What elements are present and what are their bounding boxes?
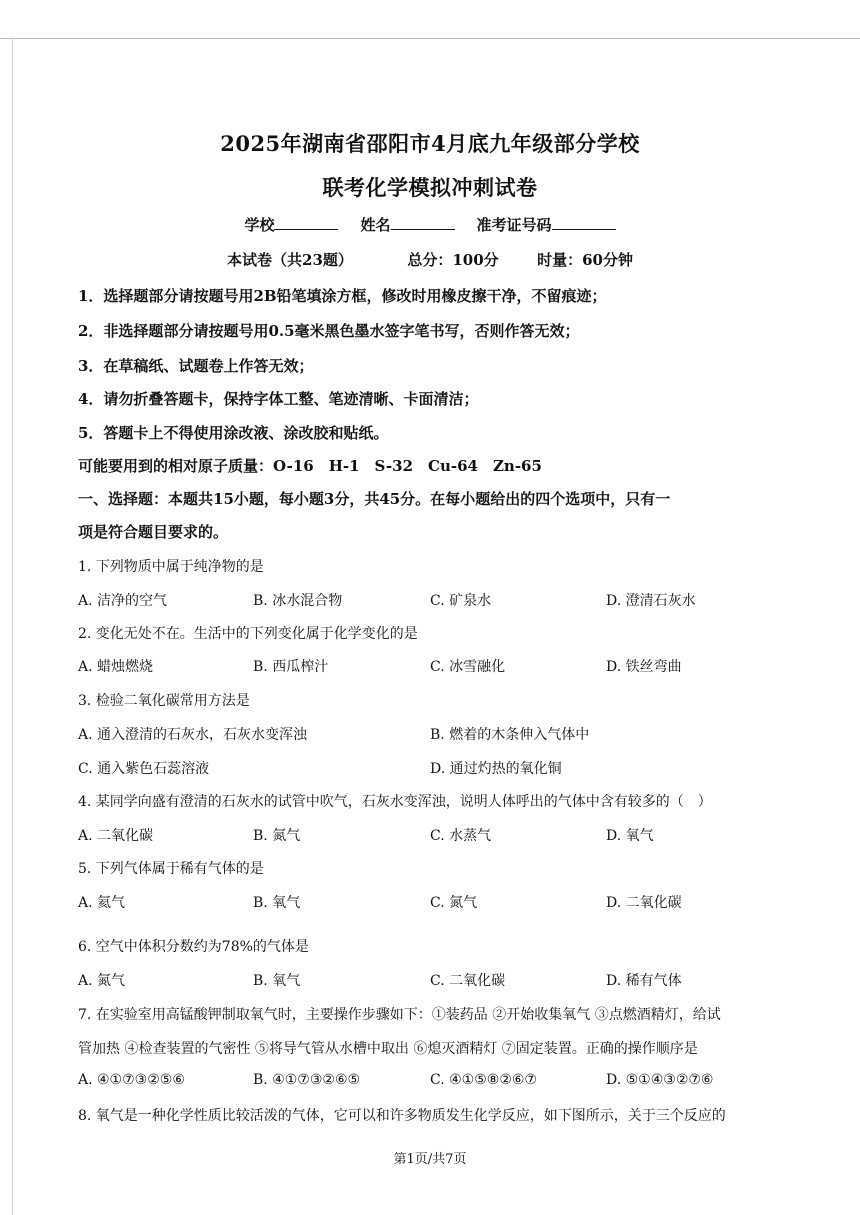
- question-1-option-a: A. 洁净的空气: [78, 593, 168, 609]
- question-3-option-c: C. 通入紫色石蕊溶液: [78, 761, 210, 777]
- exam-id-field-label: 准考证号码: [476, 216, 552, 234]
- school-blank: [274, 215, 338, 230]
- question-4-option-d: D. 氧气: [606, 828, 654, 844]
- question-4-option-a: A. 二氧化碳: [78, 828, 154, 844]
- section-heading-line-2: 项是符合题目要求的。: [78, 523, 229, 541]
- exam-meta: [0, 249, 860, 270]
- section-heading-line-1: 一、选择题：本题共15小题，每小题3分，共45分。在每小题给出的四个选项中，只有一: [78, 490, 671, 508]
- question-6-stem: 6. 空气中体积分数约为78%的气体是: [78, 939, 309, 955]
- question-2-option-c: C. 冰雪融化: [430, 659, 506, 675]
- question-8-stem: 8. 氧气是一种化学性质比较活泼的气体，它可以和许多物质发生化学反应，如下图所示，关于三个反应的: [78, 1108, 726, 1124]
- question-6-option-a: A. 氮气: [78, 973, 126, 989]
- exam-title-line-1: 2025年湖南省邵阳市4月底九年级部分学校: [220, 131, 640, 156]
- instruction-4: 4．请勿折叠答题卡，保持字体工整、笔迹清晰、卡面清洁；: [78, 390, 479, 408]
- question-1-stem: 1. 下列物质中属于纯净物的是: [78, 559, 264, 575]
- question-2-option-a: A. 蜡烛燃烧: [78, 659, 154, 675]
- question-7-stem-line-1: 7. 在实验室用高锰酸钾制取氧气时，主要操作步骤如下：①装药品 ②开始收集氧气 ③点燃酒精灯，给试: [78, 1007, 721, 1023]
- question-2-stem: 2. 变化无处不在。生活中的下列变化属于化学变化的是: [78, 626, 418, 642]
- question-6-option-c: C. 二氧化碳: [430, 973, 506, 989]
- question-3-option-a: A. 通入澄清的石灰水，石灰水变浑浊: [78, 727, 308, 743]
- relative-atomic-masses: 可能要用到的相对原子质量：O-16 H-1 S-32 Cu-64 Zn-65: [78, 457, 542, 475]
- question-4-stem: 4. 某同学向盛有澄清的石灰水的试管中吹气，石灰水变浑浊，说明人体呼出的气体中含有较多的（ ）: [78, 794, 712, 810]
- question-5-stem: 5. 下列气体属于稀有气体的是: [78, 861, 264, 877]
- question-6-option-d: D. 稀有气体: [606, 973, 682, 989]
- question-6-option-b: B. 氧气: [253, 973, 301, 989]
- instruction-1: 1．选择题部分请按题号用2B铅笔填涂方框，修改时用橡皮擦干净，不留痕迹；: [78, 287, 607, 305]
- name-field-label: 姓名: [360, 216, 391, 234]
- time-limit: 时量：60分钟: [537, 251, 633, 269]
- question-3-option-d: D. 通过灼热的氧化铜: [430, 761, 562, 777]
- question-5-option-a: A. 氦气: [78, 895, 126, 911]
- instruction-5: 5．答题卡上不得使用涂改液、涂改胶和贴纸。: [78, 424, 389, 442]
- total-score: 总分：100分: [407, 251, 499, 269]
- page-top-border: [0, 38, 860, 39]
- question-4-option-c: C. 水蒸气: [430, 828, 492, 844]
- question-1-option-c: C. 矿泉水: [430, 593, 492, 609]
- school-field-label: 学校: [244, 216, 275, 234]
- question-7-option-a: A. ④①⑦③②⑤⑥: [78, 1072, 185, 1088]
- question-7-stem-line-2: 管加热 ④检查装置的气密性 ⑤将导气管从水槽中取出 ⑥熄灭酒精灯 ⑦固定装置。正确的操作顺序是: [78, 1041, 698, 1057]
- question-2-option-b: B. 西瓜榨汁: [253, 659, 329, 675]
- question-5-option-c: C. 氮气: [430, 895, 478, 911]
- instruction-2: 2．非选择题部分请按题号用0.5毫米黑色墨水签字笔书写，否则作答无效；: [78, 322, 580, 340]
- student-info-fields: [0, 214, 860, 235]
- question-5-option-d: D. 二氧化碳: [606, 895, 682, 911]
- question-3-option-b: B. 燃着的木条伸入气体中: [430, 727, 590, 743]
- instruction-3: 3．在草稿纸、试题卷上作答无效；: [78, 357, 314, 375]
- question-3-stem: 3. 检验二氧化碳常用方法是: [78, 693, 250, 709]
- question-7-option-b: B. ④①⑦③②⑥⑤: [253, 1072, 361, 1088]
- exam-title-line-2: 联考化学模拟冲刺试卷: [322, 175, 538, 200]
- question-4-option-b: B. 氮气: [253, 828, 301, 844]
- question-count: 本试卷（共23题）: [227, 251, 353, 269]
- exam-id-blank: [552, 215, 616, 230]
- page-number-footer: 第1页/共7页: [393, 1152, 467, 1167]
- question-5-option-b: B. 氧气: [253, 895, 301, 911]
- question-7-option-c: C. ④①⑤⑧②⑥⑦: [430, 1072, 537, 1088]
- question-2-option-d: D. 铁丝弯曲: [606, 659, 682, 675]
- name-blank: [391, 215, 455, 230]
- question-1-option-d: D. 澄清石灰水: [606, 593, 696, 609]
- question-7-option-d: D. ⑤①④③②⑦⑥: [606, 1072, 714, 1088]
- question-1-option-b: B. 冰水混合物: [253, 593, 343, 609]
